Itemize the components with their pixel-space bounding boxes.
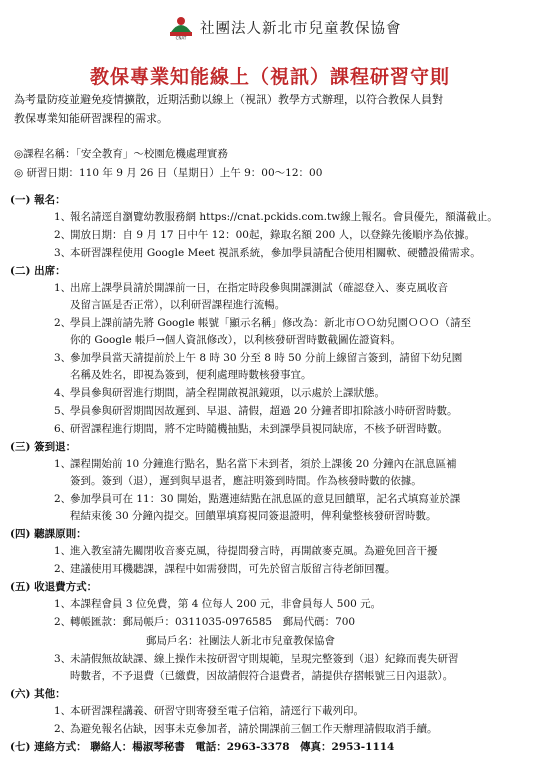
list-item — [10, 280, 534, 314]
item-number: 1、 — [54, 282, 72, 294]
association-logo — [167, 12, 195, 40]
section-heading: (一) 報名： — [10, 194, 66, 206]
course-info — [14, 145, 322, 183]
list-item — [10, 651, 534, 685]
intro-paragraph — [14, 90, 528, 128]
list-item — [10, 614, 534, 631]
list-item — [10, 227, 534, 244]
item-text: 出席上課學員請於開課前一日，在指定時段參與開課測試（確認登入、麥克風收音 — [70, 282, 448, 294]
course-name: ◎課程名稱：「安全教育」～校園危機處理實務 — [14, 148, 228, 160]
item-number: 2、 — [54, 616, 72, 628]
item-number: 6、 — [54, 423, 72, 435]
section-heading: (四) 聽課原則： — [10, 528, 87, 540]
item-text: 本研習課程使用 Google Meet 視訊系統，參加學員請配合使用相關軟、硬體設備需求。 — [70, 247, 481, 259]
list-item — [10, 596, 534, 613]
item-number: 1、 — [54, 211, 72, 223]
item-text: 開放日期：自 9 月 17 日中午 12：00起，錄取名額 200 人，以登錄先後順序為依據。 — [70, 229, 476, 241]
section-heading: (六) 其他： — [10, 688, 66, 700]
item-text: 學員上課前請先將 Google 帳號「顯示名稱」修改為：新北市ＯＯ幼兒園ＯＯＯ（請至 — [70, 317, 471, 329]
item-number: 2、 — [54, 723, 72, 735]
item-text: 研習課程進行期間，將不定時隨機抽點，未到課學員視同缺席，不核予研習時數。 — [70, 423, 448, 435]
item-text: 及留言區是否正常），以利研習課程進行流暢。 — [70, 299, 286, 311]
list-item — [10, 245, 534, 262]
item-number: 1、 — [54, 705, 72, 717]
item-text: 未請假無故缺課、線上操作未按研習守則規範，呈現完整簽到（退）紀錄而喪失研習 — [70, 653, 459, 665]
item-text: 報名請逕自瀏覽幼教服務網 https://cnat.pckids.com.tw線上報名。會員優先，額滿截止。 — [70, 211, 498, 223]
item-text: 參加學員當天請提前於上午 8 時 30 分至 8 時 50 分前上線留言簽到，請留下幼兒園 — [70, 352, 463, 364]
list-item — [10, 385, 534, 402]
list-item — [10, 350, 534, 384]
list-item — [10, 421, 534, 438]
item-text: 本研習課程講義、研習守則寄發至電子信箱，請逕行下載列印。 — [70, 705, 364, 717]
item-number: 1、 — [54, 598, 72, 610]
item-text: 進入教室請先關閉收音麥克風，待提問發言時，再開啟麥克風。為避免回音干擾 — [70, 545, 438, 557]
svg-text:CNAT: CNAT — [175, 35, 187, 40]
section-heading: (三) 簽到退： — [10, 441, 77, 453]
item-text: 本課程會員 3 位免費，第 4 位每人 200 元，非會員每人 500 元。 — [70, 598, 382, 610]
list-item — [10, 561, 534, 578]
item-number: 1、 — [54, 545, 72, 557]
intro-line: 為考量防疫並避免疫情擴散，近期活動以線上（視訊）教學方式辦理，以符合教保人員對 — [14, 93, 443, 106]
list-item — [10, 209, 534, 226]
document-title: 教保專業知能線上（視訊）課程研習守則 — [89, 66, 450, 88]
list-item — [10, 703, 534, 720]
item-number: 3、 — [54, 653, 72, 665]
item-text: 時數者，不予退費（已繳費，因故請假符合退費者，請提供存摺帳號三日內退款）。 — [70, 670, 454, 682]
item-number: 3、 — [54, 247, 72, 259]
item-text: 參加學員可在 11：30 開始，點選連結點在訊息區的意見回饋單，記名式填寫並於課 — [70, 493, 461, 505]
item-number: 2、 — [54, 493, 72, 505]
account-name: 郵局戶名：社團法人新北市兒童教保協會 — [146, 635, 335, 647]
list-item — [10, 456, 534, 490]
item-text: 為避免報名佔缺，因事未克參加者，請於開課前三個工作天辦理請假取消手續。 — [70, 723, 438, 735]
organization-name: 社團法人新北市兒童教保協會 — [200, 21, 402, 37]
list-item — [10, 491, 534, 525]
rules-sections — [10, 192, 534, 756]
item-number: 2、 — [54, 317, 72, 329]
letterhead — [0, 12, 540, 42]
list-item — [10, 315, 534, 349]
item-text: 簽到。簽到（退），遲到與早退者，應註明簽到時間。作為核發時數的依據。 — [70, 475, 422, 487]
item-text: 建議使用耳機聽課，課程中如需發問，可先於留言版留言待老師回覆。 — [70, 563, 396, 575]
item-text: 學員參與研習進行期間，請全程開啟視訊鏡頭，以示處於上課狀態。 — [70, 387, 385, 399]
item-text: 你的 Google 帳戶→個人資訊修改），以利核發研習時數截圖佐證資料。 — [70, 334, 402, 346]
section-heading: (二) 出席： — [10, 265, 66, 277]
item-text: 學員參與研習期間因故遲到、早退、請假，超過 20 分鐘者即扣除該小時研習時數。 — [70, 405, 458, 417]
item-text: 名稱及姓名，即視為簽到，便利處理時數核發事宜。 — [70, 369, 312, 381]
item-number: 4、 — [54, 387, 72, 399]
item-number: 2、 — [54, 563, 72, 575]
course-date: ◎ 研習日期：110 年 9 月 26 日（星期日）上午 9：00～12：00 — [14, 167, 323, 179]
list-item — [10, 543, 534, 560]
item-number: 3、 — [54, 352, 72, 364]
item-text: 程結束後 30 分鐘內提交。回饋單填寫視同簽退證明，俾利彙整核發研習時數。 — [70, 510, 437, 522]
item-number: 5、 — [54, 405, 72, 417]
intro-line: 教保專業知能研習課程的需求。 — [14, 112, 168, 125]
item-text: 課程開始前 10 分鐘進行點名，點名當下未到者，須於上課後 20 分鐘內在訊息區補 — [70, 458, 457, 470]
item-text: 轉帳匯款：郵局帳戶：0311035-0976585 郵局代碼：700 — [70, 616, 356, 628]
item-number: 2、 — [54, 229, 72, 241]
list-item — [10, 721, 534, 738]
item-number: 1、 — [54, 458, 72, 470]
section-heading: (五) 收退費方式： — [10, 581, 98, 593]
list-item — [10, 403, 534, 420]
contact-info: (七) 連絡方式： 聯絡人：楊淑琴秘書 電話：2963-3378 傳真：2953-1114 — [10, 741, 395, 753]
